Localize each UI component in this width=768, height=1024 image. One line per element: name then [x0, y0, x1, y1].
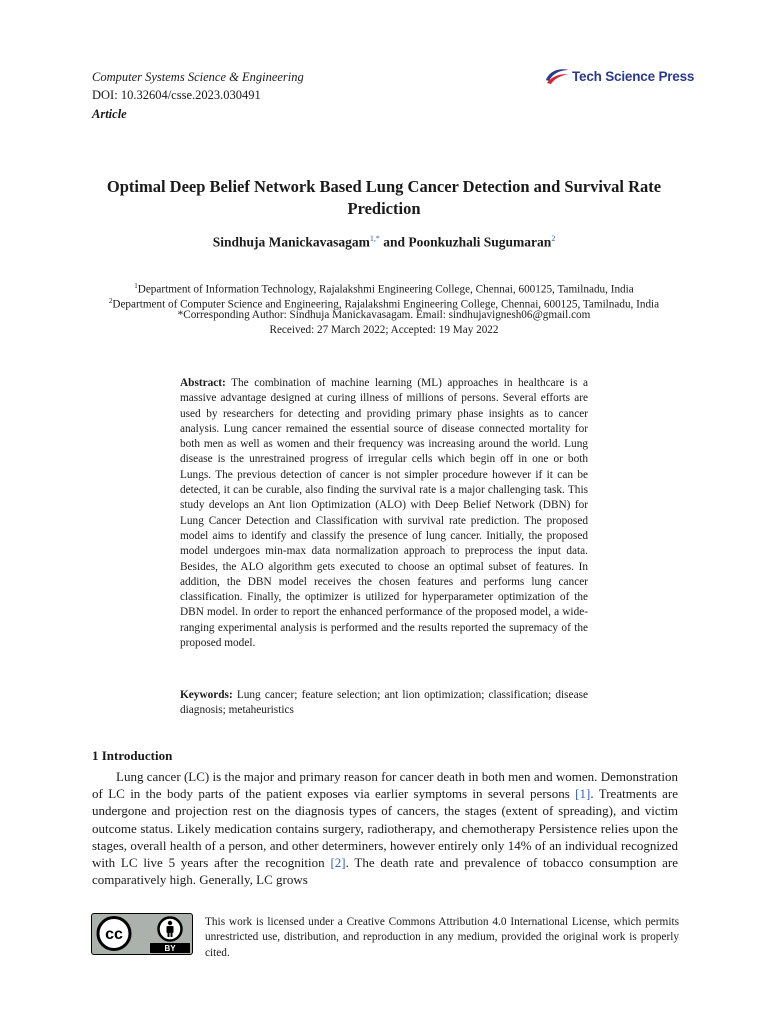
citation-link[interactable]: [1] — [575, 786, 591, 802]
affiliation-marker: 2 — [108, 296, 113, 305]
article-type: Article — [92, 107, 127, 121]
journal-name: Computer Systems Science & Engineering — [92, 70, 304, 84]
cc-by-license-badge[interactable] — [91, 913, 193, 955]
paper-title: Optimal Deep Belief Network Based Lung Cancer Detection and Survival Rate Prediction — [106, 177, 662, 218]
paragraph-text: . Treatments are undergone and projection rest on the diagnosis types of cancers, the stages (extent of spreading), and victim outcome status. Likely medication contains surgery, radiotherapy, and chemotherapy Persistence relies upon the stages, overall health of a person, and other determiners, however entirely only 14% of an individual recognized with LC live 5 years after the recognition — [92, 786, 679, 871]
corresponding-author: *Corresponding Author: Sindhuja Manickavasagam. Email: sindhujavignesh06@gmail.com — [177, 309, 591, 321]
author-name: Sindhuja Manickavasagam — [212, 234, 370, 250]
abstract — [180, 376, 588, 651]
keywords-label: Keywords: — [180, 689, 233, 701]
doi: DOI: 10.32604/csse.2023.030491 — [92, 88, 261, 102]
paragraph-text: . The death rate and prevalence of tobacco consumption are comparatively high. Generally, LC grows — [92, 855, 678, 888]
abstract-label: Abstract: — [180, 377, 226, 389]
author-separator: and — [379, 234, 409, 250]
keywords-text: Lung cancer; feature selection; ant lion optimization; classification; disease diagnosis; metaheuristics — [180, 689, 588, 717]
by-icon: BY — [164, 944, 176, 953]
publisher-swoosh-icon — [544, 66, 570, 86]
abstract-text: The combination of machine learning (ML) approaches in healthcare is a massive advantage designed at curing illness of millions of persons. Several efforts are used by researchers for detecting and providing primary phase insights as to cancer analysis. Lung cancer remained the essential source of disease connected mortality for both men as well as women and their frequency was increasing around the world. Lung disease is the unrestrained progress of irregular cells which begin off in one or both Lungs. The previous detection of cancer is not simpler procedure however if it can be detected, it can be curable, also finding the survival rate is a major challenging task. This study develops an Ant lion Optimization (ALO) with Deep Belief Network (DBN) for Lung Cancer Detection and Classification with survival rate prediction. The proposed model aims to identify and classify the presence of lung cancer. Initially, the proposed model undergoes min-max data normalization approach to preprocess the input data. Besides, the ALO algorithm gets executed to choose an optimal subset of features. In addition, the DBN model receives the chosen features and performs lung cancer classification. Finally, the optimizer is utilized for hyperparameter optimization of the DBN model. In order to report the enhanced performance of the proposed model, a wide-ranging experimental analysis is performed and the results reported the supremacy of the proposed model. — [180, 377, 588, 650]
keywords — [180, 688, 588, 719]
cc-icon: cc — [105, 926, 123, 943]
affiliation-text: Department of Information Technology, Rajalakshmi Engineering College, Chennai, 600125, Tamilnadu, India — [137, 283, 634, 296]
publisher-name: Tech Science Press — [572, 68, 695, 84]
author-list — [80, 234, 688, 251]
author-affiliation-marker[interactable]: 1,* — [369, 234, 380, 243]
paragraph-text: Lung cancer (LC) is the major and primary reason for cancer death in both men and women. Demonstration of LC in the body parts of the patient exposes via earlier symptoms in several persons — [92, 769, 678, 802]
received-dates: Received: 27 March 2022; Accepted: 19 May 2022 — [269, 323, 499, 336]
affiliation-marker: 1 — [134, 282, 138, 290]
publisher-logo — [544, 66, 694, 86]
author-affiliation-marker[interactable]: 2 — [551, 234, 556, 243]
citation-link[interactable]: [2] — [330, 855, 346, 871]
affiliation-text: Department of Computer Science and Engineering, Rajalakshmi Engineering College, Chennai, 600125, Tamilnadu, India — [112, 298, 660, 311]
author-name: Poonkuzhali Sugumaran — [408, 234, 552, 250]
section-heading-introduction: 1 Introduction — [92, 748, 173, 763]
license-text: This work is licensed under a Creative Commons Attribution 4.0 International License, which permits unrestricted use, distribution, and reproduction in any medium, provided the original work is properly cited. — [205, 916, 679, 959]
introduction-paragraph — [92, 768, 678, 888]
